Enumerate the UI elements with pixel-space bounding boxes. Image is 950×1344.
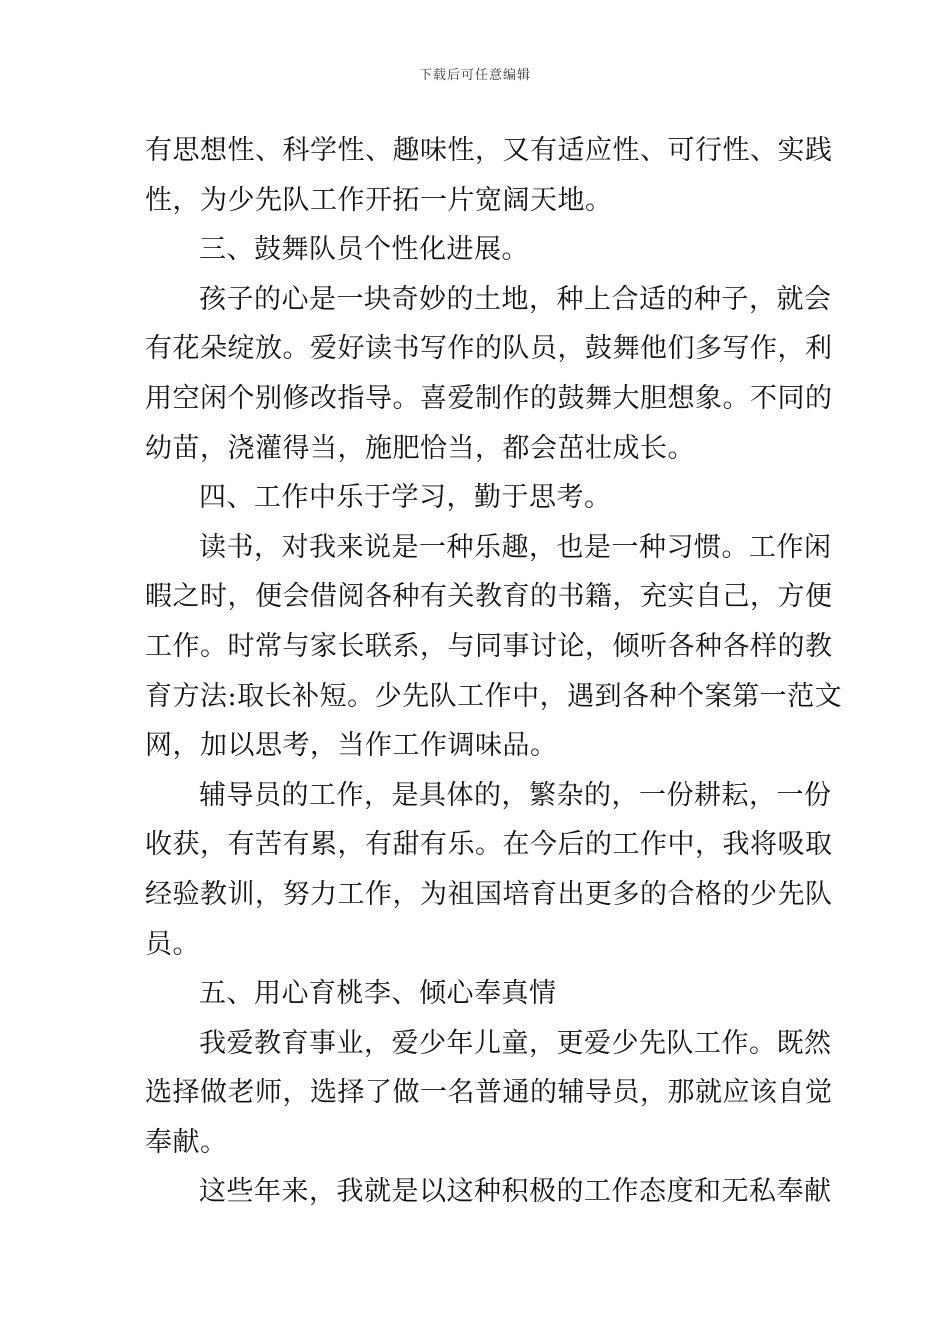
text-line: 辅导员的工作，是具体的，繁杂的，一份耕耘，一份 (199, 779, 832, 811)
paragraph-1 (145, 126, 833, 225)
text-line: 选择做老师，选择了做一名普通的辅导员，那就应该自觉 (145, 1077, 833, 1109)
paragraph-6 (145, 1167, 832, 1217)
text-line: 奉献。 (145, 1126, 228, 1158)
text-line: 经验教训，努力工作，为祖国培育出更多的合格的少先队 (145, 878, 833, 910)
page-header: 下载后可任意编辑 (418, 68, 531, 83)
section-heading-3 (145, 225, 810, 275)
text-line: 孩子的心是一块奇妙的土地，种上合适的种子，就会 (199, 283, 832, 315)
text-line: 读书，对我来说是一种乐趣，也是一种习惯。工作闲 (199, 531, 832, 563)
paragraph-3 (145, 523, 843, 771)
text-line: 有思想性、科学性、趣味性，又有适应性、可行性、实践 (145, 135, 833, 166)
heading-text: 五、用心育桃李、倾心奉真情 (199, 978, 557, 1010)
document-body (145, 126, 843, 1217)
text-line: 有花朵绽放。爱好读书写作的队员，鼓舞他们多写作，利 (145, 333, 833, 365)
text-line: 幼苗，浇灌得当，施肥恰当，都会茁壮成长。 (145, 432, 695, 464)
text-line: 暇之时，便会借阅各种有关教育的书籍，充实自己，方便 (145, 581, 833, 613)
text-line: 育方法:取长补短。少先队工作中，遇到各种个案第一范文 (145, 680, 843, 712)
text-line: 收获，有苦有累，有甜有乐。在今后的工作中，我将吸取 (145, 829, 833, 861)
paragraph-5 (145, 1019, 833, 1168)
paragraph-4 (145, 771, 833, 969)
heading-text: 三、鼓舞队员个性化进展。 (199, 234, 529, 266)
heading-text: 四、工作中乐于学习，勤于思考。 (199, 482, 612, 514)
text-line: 工作。时常与家长联系，与同事讨论，倾听各种各样的教 (145, 630, 833, 662)
text-line: 用空闲个别修改指导。喜爱制作的鼓舞大胆想象。不同的 (145, 382, 833, 414)
section-heading-4 (145, 473, 810, 523)
paragraph-2 (145, 275, 833, 473)
text-line: 我爱教育事业，爱少年儿童，更爱少先队工作。既然 (199, 1027, 832, 1059)
text-line: 性，为少先队工作开拓一片宽阔天地。 (145, 184, 613, 216)
section-heading-5 (145, 969, 810, 1019)
text-line: 员。 (145, 928, 200, 960)
text-line: 网，加以思考，当作工作调味品。 (145, 730, 558, 762)
text-line: 这些年来，我就是以这种积极的工作态度和无私奉献 (199, 1176, 832, 1208)
